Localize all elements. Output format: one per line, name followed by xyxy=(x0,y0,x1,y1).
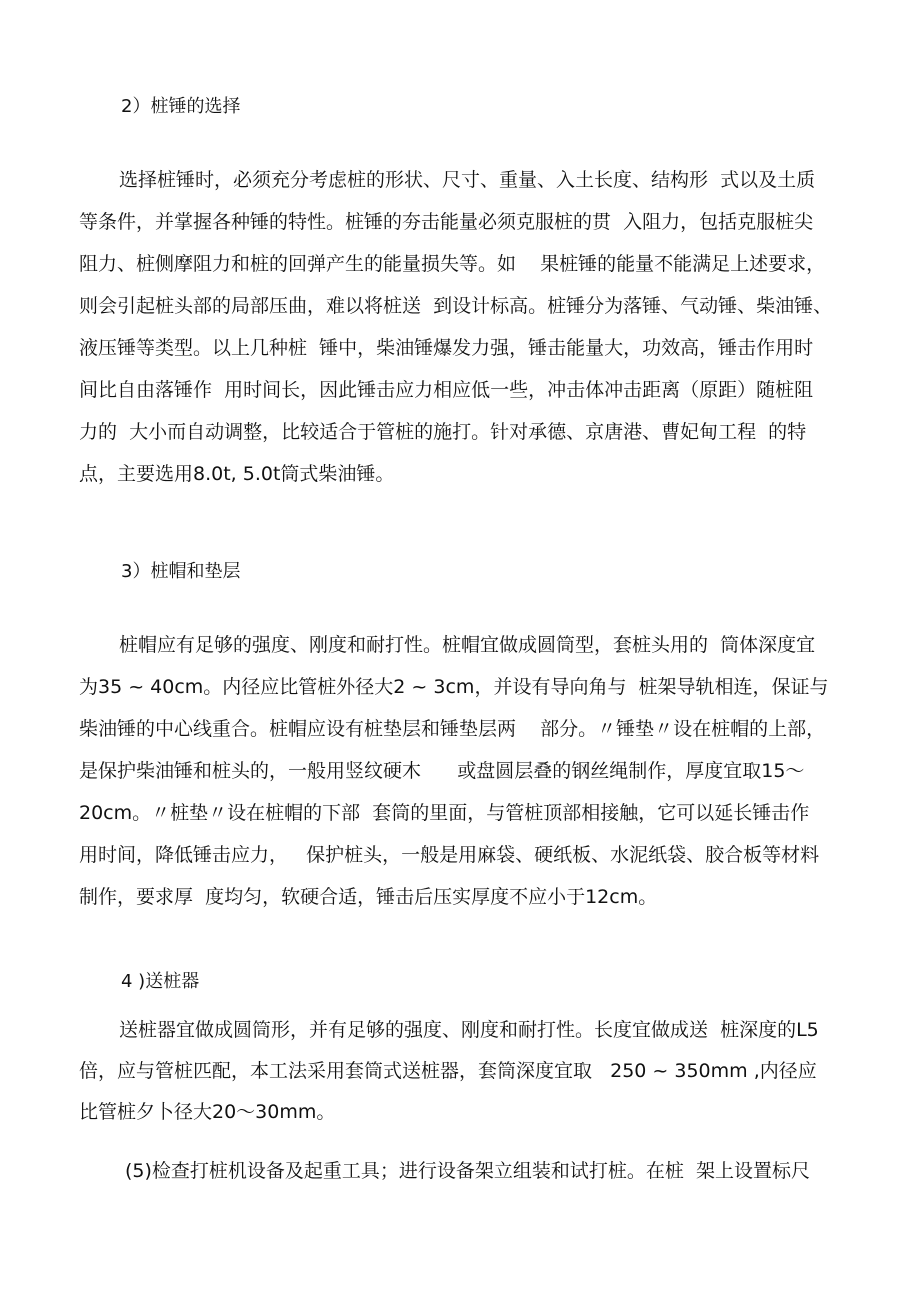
paragraph-equipment-check xyxy=(79,1150,849,1192)
text-line: 等条件，并掌握各种锤的特性。桩锤的夯击能量必须克服桩的贯 入阻力，包括克服桩尖 xyxy=(79,211,814,233)
text-line: 桩帽应有足够的强度、刚度和耐打性。桩帽宜做成圆筒型，套桩头用的 筒体深度宜 xyxy=(119,634,816,656)
text-line: 则会引起桩头部的局部压曲，难以将桩送 到设计标高。桩锤分为落锤、气动锤、柴油锤、 xyxy=(79,295,833,317)
text-line: 力的 大小而自动调整，比较适合于管桩的施打。针对承德、京唐港、曹妃甸工程 的特 xyxy=(79,421,807,443)
text-line: 倍，应与管桩匹配，本工法采用套筒式送桩器，套筒深度宜取 250 ~ 350mm ,内径应 xyxy=(79,1060,817,1082)
text-line: 用时间，降低锤击应力， 保护桩头，一般是用麻袋、硬纸板、水泥纸袋、胶合板等材料 xyxy=(79,844,820,866)
text-line: 液压锤等类型。以上几种桩 锤中，柴油锤爆发力强，锤击能量大，功效高，锤击作用时 xyxy=(79,337,814,359)
text-line: 是保护柴油锤和桩头的，一般用竖纹硬木 或盘圆层叠的钢丝绳制作，厚度宜取15～ xyxy=(79,760,805,782)
text-line: 送桩器宜做成圆筒形，并有足够的强度、刚度和耐打性。长度宜做成送 桩深度的L5 xyxy=(119,1019,819,1041)
text-line: 制作，要求厚 度均匀，软硬合适，锤击后压实厚度不应小于12cm。 xyxy=(79,886,658,908)
section-heading-pile-cap: 3）桩帽和垫层 xyxy=(121,561,241,582)
text-line: (5)检查打桩机设备及起重工具；进行设备架立组装和试打桩。在桩 架上设置标尺 xyxy=(125,1160,810,1182)
text-line: 点，主要选用8.0t, 5.0t筒式柴油锤。 xyxy=(79,463,395,485)
paragraph-pile-cap xyxy=(79,624,849,918)
text-line: 间比自由落锤作 用时间长，因此锤击应力相应低一些，冲击体冲击距离（原距）随桩阻 xyxy=(79,379,814,401)
text-line: 为35 ~ 40cm。内径应比管桩外径大2 ~ 3cm，并设有导向角与 桩架导轨相连，保证与 xyxy=(79,676,829,698)
text-line: 比管桩夕卜径大20～30mm。 xyxy=(79,1101,336,1123)
paragraph-pile-hammer xyxy=(79,159,849,495)
text-line: 阻力、桩侧摩阻力和桩的回弹产生的能量损失等。如 果桩锤的能量不能满足上述要求， xyxy=(79,253,826,275)
text-line: 选择桩锤时，必须充分考虑桩的形状、尺寸、重量、入土长度、结构形 式以及土质 xyxy=(119,169,816,191)
paragraph-pile-follower xyxy=(79,1010,849,1133)
section-heading-pile-hammer: 2）桩锤的选择 xyxy=(121,96,241,117)
text-line: 柴油锤的中心线重合。桩帽应设有桩垫层和锤垫层两 部分。〃锤垫〃设在桩帽的上部， xyxy=(79,718,826,740)
text-line: 20cm。〃桩垫〃设在桩帽的下部 套筒的里面，与管桩顶部相接触，它可以延长锤击作 xyxy=(79,802,810,824)
section-heading-pile-follower: 4 )送桩器 xyxy=(121,971,200,992)
